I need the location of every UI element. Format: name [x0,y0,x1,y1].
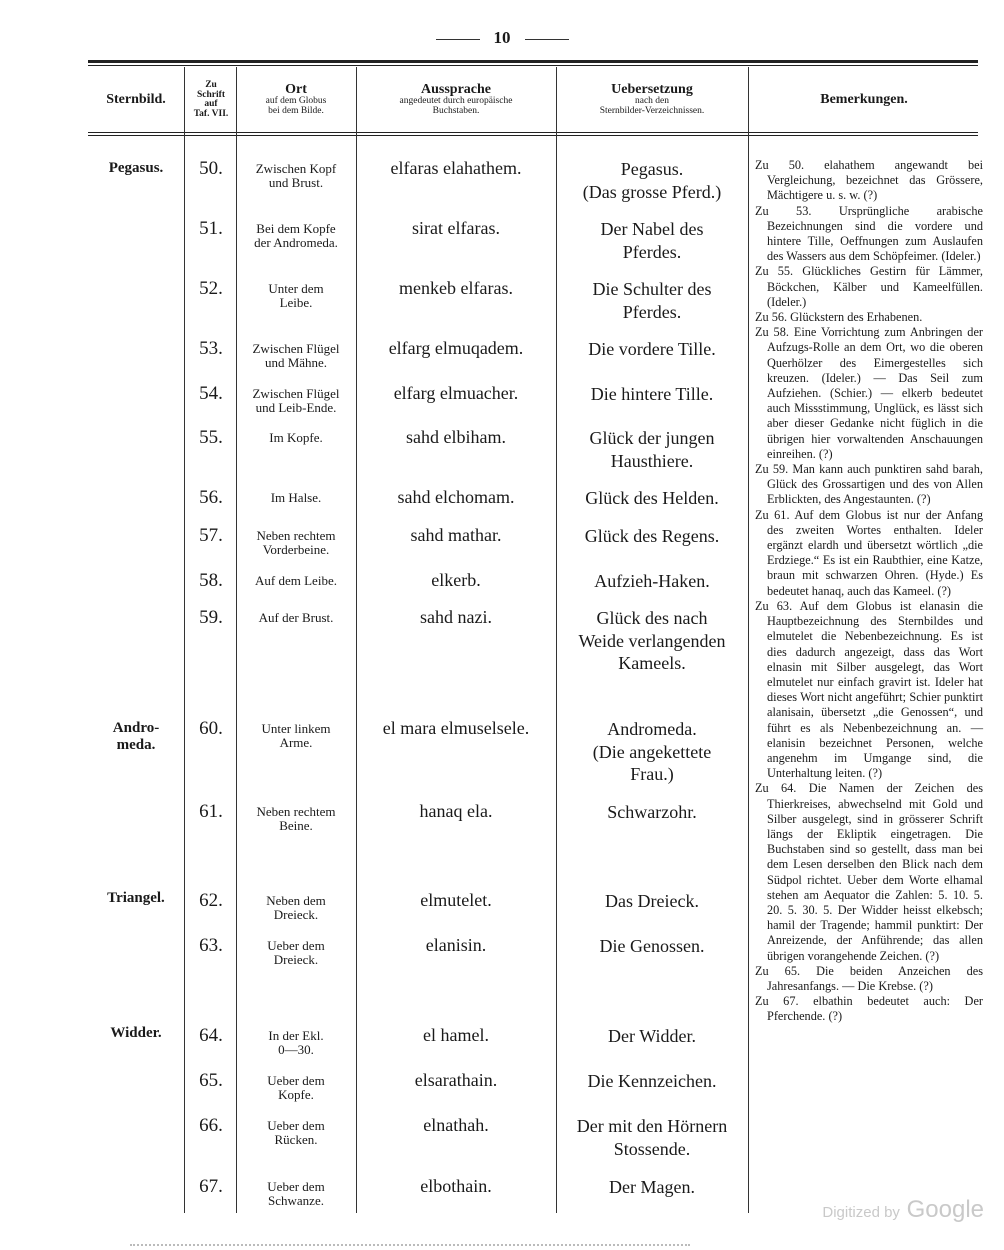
star-number: 58. [199,570,223,591]
star-number: 65. [199,1070,223,1091]
star-pronunciation: elbothain. [420,1176,492,1196]
star-location: Im Kopfe. [269,430,323,445]
star-pronunciation: el mara elmuselsele. [382,718,530,738]
watermark-prefix: Digitized by [822,1204,900,1221]
star-number: 54. [199,383,223,404]
star-translation: Glück des Helden. [585,488,719,508]
table-top-rule [88,60,978,63]
star-number: 61. [199,801,223,822]
remark-paragraph: Zu 53. Ursprüngliche arabische Bezeichnungen sind die vordere und hintere Tille, Oeffnungen zum Auslaufen des Wassers aus dem Schöpfeimer. (Ideler.) [755,203,983,264]
star-number: 60. [199,718,223,739]
star-pronunciation: menkeb elfaras. [399,278,513,298]
constellation-label: Andro- meda. [112,720,160,754]
header-schrift-line: auf [204,99,218,109]
star-translation: Das Dreieck. [605,891,699,911]
remark-paragraph: Zu 61. Auf dem Globus ist nur der Anfang des zweiten Wortes enthalten. Ideler ergänzt elardh und übersetzt wörtlich „die Erdziege.“ Es ist ein Raubthier, eine Katze, braun mit schwarzen Ohren. (Hyde.) Es bedeutet hanaq, auch das Kameel. (?) [755,507,983,598]
star-number: 51. [199,218,223,239]
star-number: 56. [199,487,223,508]
star-translation: Pegasus. (Das grosse Pferd.) [582,159,722,202]
star-pronunciation: el hamel. [423,1025,489,1045]
star-translation: Aufzieh-Haken. [594,571,710,591]
star-location: Zwischen Flügel und Mähne. [252,341,340,371]
dash-left [436,39,480,40]
star-number: 55. [199,427,223,448]
header-bottom-rule-2 [88,135,978,136]
header-ort [238,68,354,132]
star-pronunciation: sahd nazi. [420,607,492,627]
star-location: Unter linkem Arme. [261,721,331,751]
star-translation: Glück des Regens. [584,526,720,546]
star-translation: Schwarzohr. [607,802,697,822]
star-location: Auf der Brust. [258,610,334,625]
constellation-label: Widder. [110,1025,162,1041]
header-aussprache-sub: Buchstaben. [432,106,480,117]
star-pronunciation: elfarg elmuqadem. [388,338,524,358]
star-translation: Glück der jungen Hausthiere. [589,428,715,471]
star-translation: Die hintere Tille. [590,384,714,404]
remark-paragraph: Zu 65. Die beiden Anzeichen des Jahresanfangs. — Die Krebse. (?) [755,963,983,993]
star-location: Neben rechtem Beine. [256,804,336,834]
remark-paragraph: Zu 50. elahathem angewandt bei Vergleichung, bezeichnet das Grössere, Mächtigere u. s. w. (?) [755,158,983,203]
star-location: Ueber dem Rücken. [267,1118,325,1148]
header-schrift-line: Taf. VII. [193,108,229,119]
star-number: 52. [199,278,223,299]
remark-paragraph: Zu 64. Die Namen der Zeichen des Thierkreises, abwechselnd mit Gold und Silber ausgelegt, sind in grösserer Schrift längs der Ekliptik eingetragen. Die Buchstaben sind so gestellt, dass man bei dem Lesen derselben den Blick nach dem Südpol richtet. Ueber dem Worte elhamal stehen am Aequator die Zahlen: 5. 10. 5. 20. 5. 30. 5. Der Widder heisst elkebsch; hamil der Tragende; hammil punktirt: Der Anreizende, der Anführende; das allen übrigen vorangehende Zeichen. (?) [755,781,983,963]
star-number: 64. [199,1025,223,1046]
star-number: 57. [199,525,223,546]
header-uebersetzung-sub: Sternbilder-Verzeichnissen. [599,106,705,117]
header-sternbild [88,68,184,132]
header-bemerkungen-label: Bemerkungen. [820,91,908,107]
header-aussprache-title: Aussprache [420,81,491,97]
star-location: Zwischen Flügel und Leib-Ende. [252,386,340,416]
remark-paragraph: Zu 59. Man kann auch punktiren sahd barah, Glück des Grossartigen und des von Allen Erblickten, des Angestaunten. (?) [755,462,983,507]
star-translation: Andromeda. (Die angekettete Frau.) [592,719,712,784]
header-uebersetzung-sub: nach den [634,96,670,107]
star-pronunciation: elkerb. [431,570,481,590]
star-location: Unter dem Leibe. [268,281,324,311]
star-location: Im Halse. [270,490,322,505]
star-translation: Der Magen. [609,1177,695,1197]
star-pronunciation: elfarg elmuacher. [393,383,519,403]
footer-ink-marks [130,1244,690,1246]
column-divider [356,67,357,1213]
remark-paragraph: Zu 67. elbathin bedeutet auch: Der Pferchende. (?) [755,994,983,1024]
star-number: 50. [199,158,223,179]
star-number: 66. [199,1115,223,1136]
column-divider [184,67,185,1213]
dash-right [525,39,569,40]
star-number: 67. [199,1176,223,1197]
header-sternbild-label: Sternbild. [106,91,166,107]
star-location: Auf dem Leibe. [255,573,337,588]
star-location: Ueber dem Dreieck. [267,938,325,968]
page-number-text: 10 [493,28,511,47]
column-divider [236,67,237,1213]
star-translation: Der Nabel des Pferdes. [600,219,704,262]
star-pronunciation: sahd elbiham. [406,427,506,447]
header-bottom-rule [88,132,978,133]
header-schrift-line: Schrift [197,89,225,100]
constellation-label: Triangel. [107,890,165,906]
star-pronunciation: sirat elfaras. [412,218,500,238]
star-pronunciation: elfaras elahathem. [390,158,522,178]
page-number [0,28,1004,48]
star-pronunciation: elsarathain. [414,1070,498,1090]
header-schrift [186,68,236,132]
star-pronunciation: sahd mathar. [410,525,502,545]
google-logo: Google [906,1196,984,1223]
star-pronunciation: elmutelet. [420,890,492,910]
header-schrift-line: Zu [205,80,217,90]
star-pronunciation: elanisin. [425,935,487,955]
column-divider [556,67,557,1213]
star-pronunciation: hanaq ela. [419,801,493,821]
constellation-label: Pegasus. [108,160,164,176]
star-number: 63. [199,935,223,956]
digitized-watermark [822,1196,984,1224]
star-pronunciation: elnathah. [423,1115,489,1135]
remark-paragraph: Zu 55. Glückliches Gestirn für Lämmer, Böckchen, Kälber und Kameelfüllen. (Ideler.) [755,264,983,309]
remark-paragraph: Zu 58. Eine Vorrichtung zum Anbringen der Aufzugs-Rolle an dem Ort, wo die oberen Querhölzer des Eimergestelles sich kreuzen. (Ideler.) — Das Seil zum Aufziehen. (Schier.) — elkerb bedeutet auch Missstimmung, Unglück, es lässt sich aber dieser Gedanke nicht füglich in die übrigen hier vorwaltenden Anschauungen einreihen. (?) [755,325,983,461]
star-translation: Die vordere Tille. [588,339,716,359]
star-translation: Die Kennzeichen. [587,1071,717,1091]
remark-paragraph: Zu 56. Glückstern des Erhabenen. [755,310,923,325]
star-location: Neben dem Dreieck. [266,893,326,923]
star-location: Ueber dem Schwanze. [267,1179,325,1209]
star-translation: Glück des nach Weide verlangenden Kameels. [578,608,726,673]
column-divider [748,67,749,1213]
remark-paragraph: Zu 63. Auf dem Globus ist elanasin die Hauptbezeichnung des Sternbildes und elmutelet die Nebenbezeichnung. Es ist dies dadurch angezeigt, dass das Wort elnasin mit Silber ausgelegt, das Wort elmutelet nur einfach gravirt ist. Ideler hat dieses Wort nicht angeführt; Schier punktirt alanisain, übersetzt „die Genossen“, und führt es als Nebenbezeichnung an. — elanisin bezeichnet Personen, welche angenehm im Umgange sind, die Unterhaltung leiten. (?) [755,598,983,781]
header-uebersetzung-title: Uebersetzung [611,81,693,97]
star-number: 53. [199,338,223,359]
header-ort-sub: bei dem Bilde. [268,106,324,117]
star-location: In der Ekl. 0—30. [268,1028,324,1058]
header-uebersetzung [558,68,746,132]
star-location: Ueber dem Kopfe. [267,1073,325,1103]
star-translation: Die Schulter des Pferdes. [592,279,712,322]
star-location: Neben rechtem Vorderbeine. [256,528,336,558]
table-top-rule-thin [88,65,978,66]
star-location: Bei dem Kopfe der Andromeda. [254,221,338,251]
star-number: 62. [199,890,223,911]
header-aussprache [358,68,554,132]
header-ort-sub: auf dem Globus [265,96,327,107]
star-pronunciation: sahd elchomam. [397,487,515,507]
star-number: 59. [199,607,223,628]
star-translation: Die Genossen. [599,936,705,956]
star-translation: Der mit den Hörnern Stossende. [576,1116,728,1159]
star-location: Zwischen Kopf und Brust. [255,161,337,191]
header-aussprache-sub: angedeutet durch europäische [399,96,513,107]
remarks-column [755,158,983,1025]
header-bemerkungen [750,68,978,132]
star-translation: Der Widder. [608,1026,696,1046]
header-ort-title: Ort [285,81,307,97]
